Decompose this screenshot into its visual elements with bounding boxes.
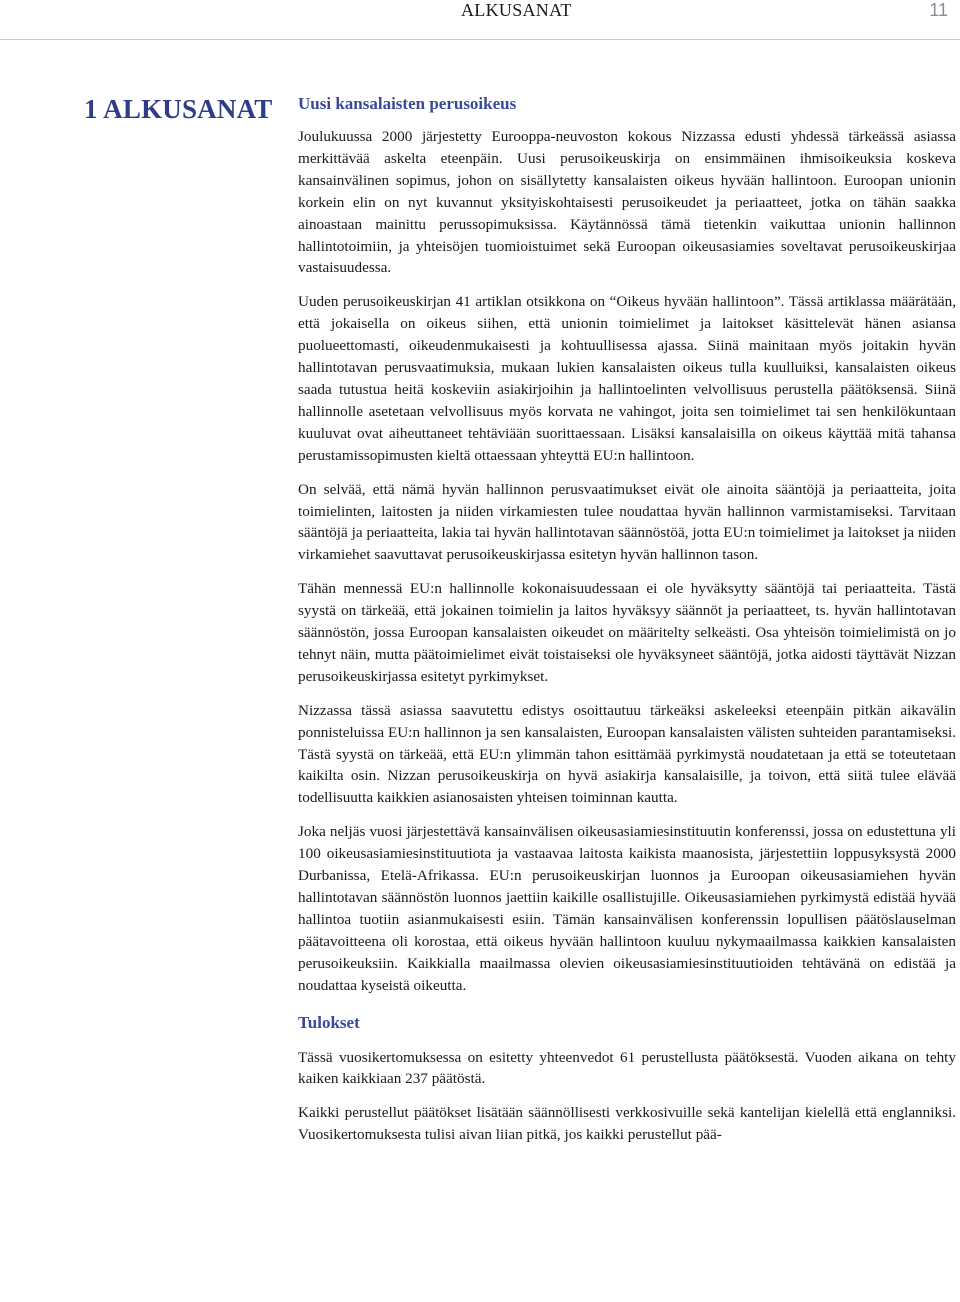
paragraph: Joulukuussa 2000 järjestetty Eurooppa-neuvoston kokous Nizzassa edusti yhdessä tärkeässä asiassa merkittävää askelta eteenpäin. Uusi perusoikeuskirja on ensimmäinen ihmisoikeuksia koskeva kansainvälinen sopimus, johon on sisällytetty kansalaisten oikeus hyvään hallintoon. Euroopan unionin korkein elin on nyt kuvannut yksityiskohtaisesti perusoikeudet ja periaatteet, jotka on tähän saakka ainoastaan mainittu perussopimuksissa. Käytännössä tämä tietenkin vaikuttaa unionin hallinnon hallintotoimiin, ja yhteisöjen tuomioistuimet sekä Euroopan oikeusasiamies soveltavat perusoikeuskirjaa vastaisuudessa. — [298, 128, 956, 277]
section-heading: Tulokset — [298, 1012, 360, 1032]
paragraph: Kaikki perustellut päätökset lisätään säännöllisesti verkkosivuille sekä kantelijan kielellä että englanniksi. Vuosikertomuksesta tulisi aivan liian pitkä, jos kaikki perustellut pää- — [298, 1104, 956, 1144]
paragraph: Joka neljäs vuosi järjestettävä kansainvälisen oikeusasiamiesinstituutin konferenssi, jossa on edustettuna yli 100 oikeusasiamiesinstituutiota ja vastaavaa laitosta kaikista maanosista, järjestettiin loppusyksystä 2000 Durbanissa, Etelä-Afrikassa. EU:n perusoikeuskirjan luonnos ja Euroopan oikeusasiamiehen hyvän hallintotavan säännöstön luonnos jaettiin kaikille osallistujille. Oikeusasiamiehen pyrkimystä edistää hyvää hallintoa tuotiin asianmukaisesti esiin. Tämän kansainvälisen konferenssin lopullisen päätöslauselman päätavoitteena oli korostaa, että oikeus hyvään hallintoon kuuluu nykymaailmassa kaikkien kansalaisten perusoikeuksiin. Kaikkialla maailmassa olevien oikeusasiamiesinstituutioiden tehtävänä on edistää ja noudattaa kyseistä oikeutta. — [298, 823, 956, 994]
body-column — [298, 92, 956, 1158]
running-head: ALKUSANAT — [461, 0, 572, 20]
paragraph: Uuden perusoikeuskirjan 41 artiklan otsikkona on “Oikeus hyvään hallintoon”. Tässä artiklassa määrätään, että jokaisella on oikeus siihen, että unionin toimielimet ja laitokset käsittelevät hänen asiansa puolueettomasti, oikeudenmukaisesti ja kohtuullisessa ajassa. Siinä mainitaan myös joitakin hyvän hallintotavan perusvaatimuksia, mukaan lukien kansalaisten oikeus tulla kuulluiksi, kansalaisten oikeus saada tutustua heitä koskeviin asiakirjoihin ja hallintoelinten velvollisuus perustella päätöksensä. Siinä hallinnolle asetetaan velvollisuus myös korvata ne vahingot, joita sen toimielimet tai sen henkilökuntaan kuuluvat ovat aiheuttaneet tehtäviään suorittaessaan. Lisäksi kansalaisilla on oikeus käyttää mitä tahansa perustamissopimusten kieltä ottaessaan yhteyttä EU:n hallintoon. — [298, 293, 956, 464]
section-heading: Uusi kansalaisten perusoikeus — [298, 94, 517, 113]
section-tulokset — [298, 1011, 956, 1147]
paragraph: Nizzassa tässä asiassa saavutettu edistys osoittautuu tärkeäksi askeleeksi eteenpäin pitkän aikavälin ponnisteluissa EU:n hallinnon ja sen kansalaisten, Euroopan kansalaisten välisten suhteiden parantamiseksi. Tästä syystä on tärkeää, että EU:n ylimmän tahon esittämää pyrkimystä noudatetaan ja että se toteutetaan kaikilta osin. Nizzan perusoikeuskirja on hyvä asiakirja kansalaisille, ja toivon, että siitä tulee elävää todellisuutta kaikkien asianosaisten yhteisen toiminnan kautta. — [298, 701, 956, 807]
chapter-heading: 1 ALKUSANAT — [84, 94, 273, 124]
paragraph: Tässä vuosikertomuksessa on esitetty yhteenvedot 61 perustellusta päätöksestä. Vuoden aikana on tehty kaiken kaikkiaan 237 päätöstä. — [298, 1048, 956, 1088]
section-uusi-kansalaisten-perusoikeus — [298, 92, 956, 997]
header-rule — [0, 39, 960, 40]
page-header — [0, 0, 960, 20]
page-number: 11 — [929, 0, 948, 20]
paragraph: On selvää, että nämä hyvän hallinnon perusvaatimukset eivät ole ainoita sääntöjä ja periaatteita, joita toimielinten, laitosten ja niiden virkamiesten tulee noudattaa hyvän hallinnon varmistamiseksi. Tarvitaan sääntöjä ja periaatteita, lakia tai hyvän hallintotavan säännöstöä, jotta EU:n toimielimet ja laitokset ja niiden virkamiehet saavuttavat perusoikeuskirjassa esitetyn hyvän hallinnon tason. — [298, 480, 956, 564]
paragraph: Tähän mennessä EU:n hallinnolle kokonaisuudessaan ei ole hyväksytty sääntöjä tai periaatteita. Tästä syystä on tärkeää, että jokainen toimielin ja laitos hyväksyy säännöt ja periaatteet, ts. hyvän hallintotavan säännöstön, jossa Euroopan kansalaisten oikeudet on määritelty selkeästi. Osa yhteisön toimielimistä on jo tehnyt näin, mutta päätoimielimet eivät toistaiseksi ole hyväksyneet sääntöjä, jotka aidosti täyttävät Nizzan perusoikeuskirjassa esitetyt pyrkimykset. — [298, 580, 956, 685]
